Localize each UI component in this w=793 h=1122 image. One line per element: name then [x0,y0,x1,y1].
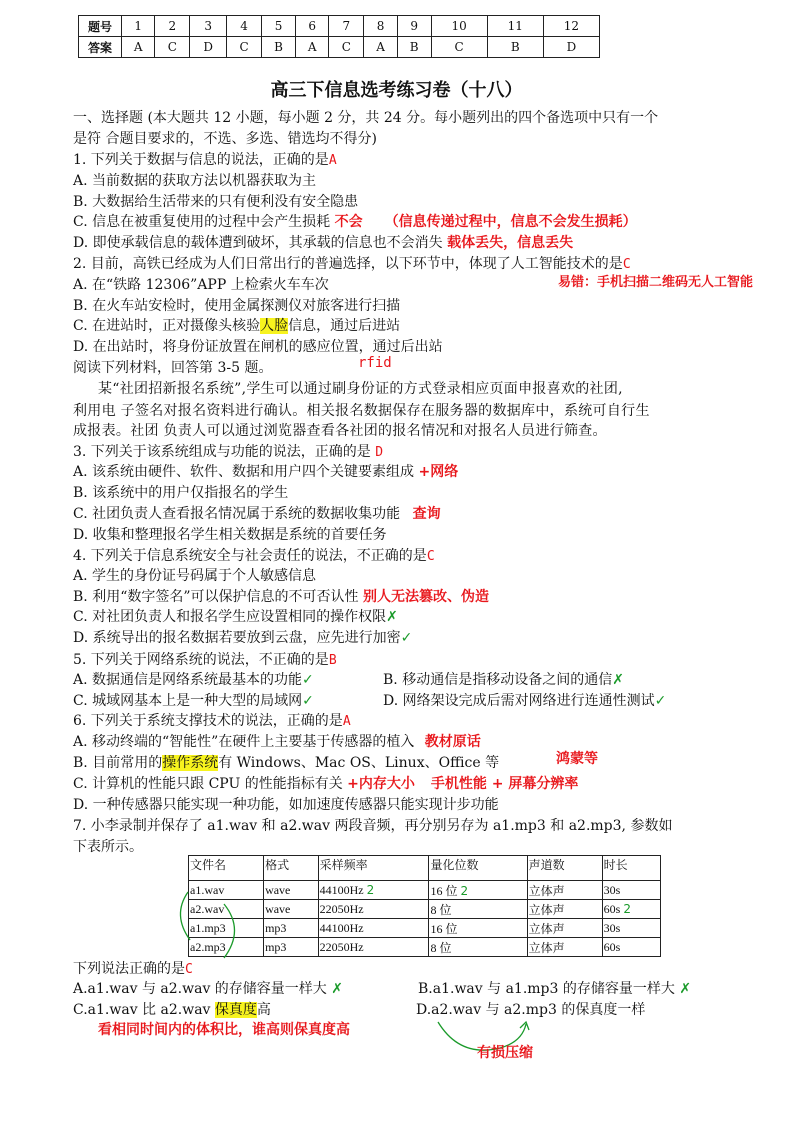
q7-answer-note: C [185,962,193,977]
option-text: C. 社团负责人查看报名情况属于系统的数据收集功能 [73,506,401,522]
section-intro: 是符 合题目要求的，不选、多选、错选均不得分) [73,131,377,147]
option-text: B. 利用“数字签名”可以保护信息的不可否认性 [73,589,359,605]
answer-cell: D [190,37,227,58]
option: D. 收集和整理报名学生相关数据是系统的首要任务 [73,527,387,543]
audio-parameters-table [188,855,661,957]
option-text: C.a1.wav 比 a2.wav [73,1002,215,1018]
answer-cell: A [295,37,328,58]
annotation: 查询 [412,506,441,522]
question-number-cell: 3 [190,16,227,37]
question-number-cell: 9 [397,16,431,37]
question-stem: 7. 小李录制并保存了 a1.wav 和 a2.wav 两段音频，再分别另存为 a1.mp3 和 a2.mp3, 参数如 [73,818,673,834]
answer-cell: B [487,37,543,58]
question-number-cell: 5 [262,16,296,37]
option: A. 学生的身份证号码属于个人敏感信息 [73,568,317,584]
highlight: 人脸 [260,318,289,334]
cell: 立体声 [527,938,602,957]
answer-cell: C [329,37,364,58]
cell: wave [264,881,319,900]
option [73,462,458,482]
answer-cell: C [431,37,487,58]
annotation: +网络 [418,464,459,480]
annotation: rfid [358,355,392,371]
option [73,753,499,773]
q4-stem: 4. 下列关于信息系统安全与社会责任的说法，不正确的是 [73,548,427,564]
question-number-cell: 2 [155,16,190,37]
option-text: D. 网络架设完成后需对网络进行连通性测试 [383,693,655,709]
table-header: 时长 [602,856,660,881]
annotation: 鸿蒙等 [556,751,598,767]
section-intro: 一、选择题 (本大题共 12 小题，每小题 2 分，共 24 分。每小题列出的四个备选项中只有一个 [73,110,659,126]
option [383,691,666,711]
annotation: 有损压缩 [477,1045,533,1061]
check-mark-icon: ✓ [400,630,413,646]
question-stem: 下表所示。 [73,839,143,855]
annotation: 易错：手机扫描二维码无人工智能 [558,275,754,290]
label-answer: 答案 [79,37,122,58]
table-row [189,881,661,900]
annotation: 别人无法篡改、伪造 [362,589,489,605]
table-header: 文件名 [189,856,264,881]
option [73,628,412,648]
question-number-cell: 1 [122,16,155,37]
cross-mark-icon: ✗ [612,672,624,688]
option-text: D. 系统导出的报名数据若要放到云盘，应先进行加密 [73,630,401,646]
option [73,774,578,794]
table-header: 声道数 [527,856,602,881]
cell: 44100Hz 2 [318,881,429,900]
q6-answer-note: A [342,714,351,729]
option-text: C. 城域网基本上是一种大型的局域网 [73,693,303,709]
cell: 8 位 [429,938,527,957]
option: D. 一种传感器只能实现一种功能，如加速度传感器只能实现计步功能 [73,797,499,813]
answer-cell: A [364,37,397,58]
table-header: 格式 [264,856,319,881]
option-text: A. 该系统由硬件、软件、数据和用户四个关键要素组成 [73,464,415,480]
q3-answer-note: D [375,445,384,460]
label-question-number: 题号 [79,16,122,37]
cell: 立体声 [527,900,602,919]
option: B. 大数据给生活带来的只有便利没有安全隐患 [73,194,359,210]
option [73,979,343,999]
option [418,979,691,999]
answer-cell: C [227,37,262,58]
annotation: 教材原话 [424,734,481,750]
question-number-cell: 12 [543,16,599,37]
question-number-cell: 4 [227,16,262,37]
cell: 22050Hz [318,938,429,957]
question-stem [73,442,383,463]
option [73,670,314,690]
handwritten-mark: 2 [623,901,631,916]
option-text: B. 目前常用的 [73,755,163,771]
cell: 立体声 [527,881,602,900]
cell: 立体声 [527,919,602,938]
answer-cell: D [543,37,599,58]
cell: mp3 [264,919,319,938]
cell: a1.mp3 [189,919,264,938]
cell: 30s [602,881,660,900]
option [73,587,489,607]
annotation: （信息传递过程中，信息不会发生损耗） [384,214,637,230]
option-text: C. 对社团负责人和报名学生应设置相同的操作权限 [73,609,387,625]
option-text: B.a1.wav 与 a1.mp3 的存储容量一样大 [418,981,675,997]
answer-cell: B [397,37,431,58]
option [73,1000,271,1020]
option [73,233,573,253]
q2-answer-note: C [622,257,631,272]
cell: 16 位 [429,919,527,938]
cell: 60s 2 [602,900,660,919]
option [73,732,481,752]
cell: 60s [602,938,660,957]
answer-key-table [78,15,600,58]
cell: wave [264,900,319,919]
cell: a1.wav [189,881,264,900]
option: D. 在出站时，将身份证放置在闸机的感应位置，通过后出站 [73,339,443,355]
option-text: C. 计算机的性能只跟 CPU 的性能指标有关 [73,776,343,792]
q1-answer-note: A [328,153,337,168]
annotation: 载体丢失，信息丢失 [447,235,574,251]
handwritten-mark: 2 [460,883,469,898]
question-stem [73,650,337,671]
question-number-cell: 8 [364,16,397,37]
cross-mark-icon: ✗ [386,609,398,625]
annotation: 不会 [334,214,363,230]
question-stem [73,254,631,275]
table-header: 采样频率 [318,856,429,881]
cell: 22050Hz [318,900,429,919]
option: A. 在“铁路 12306”APP 上检索火车车次 [73,277,329,293]
cell: 44100Hz [318,919,429,938]
option [73,316,400,336]
annotation: +内存大小 [347,776,415,792]
option-text: D. 即使承载信息的载体遭到破坏，其承载的信息也不会消失 [73,235,443,251]
highlight: 保真度 [214,1002,257,1018]
answer-cell: B [262,37,296,58]
option [73,691,314,711]
page-title: 高三下信息选考练习卷（十八） [270,80,523,101]
cross-mark-icon: ✗ [331,981,343,997]
table-row [189,938,661,957]
option-text: B. 移动通信是指移动设备之间的通信 [383,672,613,688]
q3-stem: 3. 下列关于该系统组成与功能的说法，正确的是 [73,444,371,460]
annotation: 手机性能 + 屏幕分辨率 [430,776,579,792]
material-text: 利用电 子签名对报名资料进行确认。相关报名数据保存在服务器的数据库中，系统可自行生 [73,403,650,419]
material-text: 某“社团招新报名系统”,学生可以通过刷身份证的方式登录相应页面申报喜欢的社团, [98,381,623,397]
highlight: 操作系统 [162,755,219,771]
cell: 8 位 [429,900,527,919]
handwritten-mark: 2 [366,882,375,897]
question-stem [73,150,337,171]
question-number-cell: 11 [487,16,543,37]
option: B. 在火车站安检时，使用金属探测仪对旅客进行扫描 [73,298,401,314]
option [73,607,398,627]
q4-answer-note: C [426,549,435,564]
option [383,670,624,690]
cell: a2.mp3 [189,938,264,957]
option-text: C. 信息在被重复使用的过程中会产生损耗 [73,214,331,230]
option: A. 当前数据的获取方法以机器获取为主 [73,173,317,189]
cell: a2.wav [189,900,264,919]
q7-ask: 下列说法正确的是 [73,961,185,977]
option-text: 有 Windows、Mac OS、Linux、Office 等 [218,755,500,771]
cell: 16 位 2 [429,881,527,900]
question-stem [73,959,193,980]
material-text: 成报表。社团 负责人可以通过浏览器查看各社团的报名情况和对报名人员进行筛查。 [73,423,607,439]
q1-stem: 1. 下列关于数据与信息的说法，正确的是 [73,152,329,168]
question-number-cell: 10 [431,16,487,37]
q5-answer-note: B [328,653,337,668]
table-row [189,919,661,938]
check-mark-icon: ✓ [654,693,667,709]
option [73,504,441,524]
option: B. 该系统中的用户仅指报名的学生 [73,485,289,501]
cross-mark-icon: ✗ [679,981,692,997]
q2-stem: 2. 目前，高铁已经成为人们日常出行的普遍选择，以下环节中，体现了人工智能技术的是 [73,256,623,272]
material-lead: 阅读下列材料，回答第 3-5 题。 [73,360,273,376]
bracket-annotation-icon [170,880,240,960]
option-text: A. 数据通信是网络系统最基本的功能 [73,672,303,688]
option-text: A. 移动终端的“智能性”在硬件上主要基于传感器的植入 [73,734,415,750]
question-stem [73,711,351,732]
check-mark-icon: ✓ [302,672,314,688]
option-text: C. 在进站时，正对摄像头核验 [73,318,261,334]
q5-stem: 5. 下列关于网络系统的说法，不正确的是 [73,652,329,668]
option-text: 信息，通过后进站 [288,318,401,334]
answer-cell: A [122,37,155,58]
cell: mp3 [264,938,319,957]
cell: 30s [602,919,660,938]
option [73,212,637,232]
question-stem [73,546,435,567]
check-mark-icon: ✓ [302,693,314,709]
option-text: A.a1.wav 与 a2.wav 的存储容量一样大 [73,981,327,997]
annotation: 看相同时间内的体积比，谁高则保真度高 [98,1022,350,1038]
option-text: 高 [256,1002,271,1018]
table-row [189,900,661,919]
option: D.a2.wav 与 a2.mp3 的保真度一样 [416,1002,646,1018]
question-number-cell: 6 [295,16,328,37]
answer-cell: C [155,37,190,58]
q6-stem: 6. 下列关于系统支撑技术的说法，正确的是 [73,713,343,729]
table-header: 量化位数 [429,856,527,881]
question-number-cell: 7 [329,16,364,37]
